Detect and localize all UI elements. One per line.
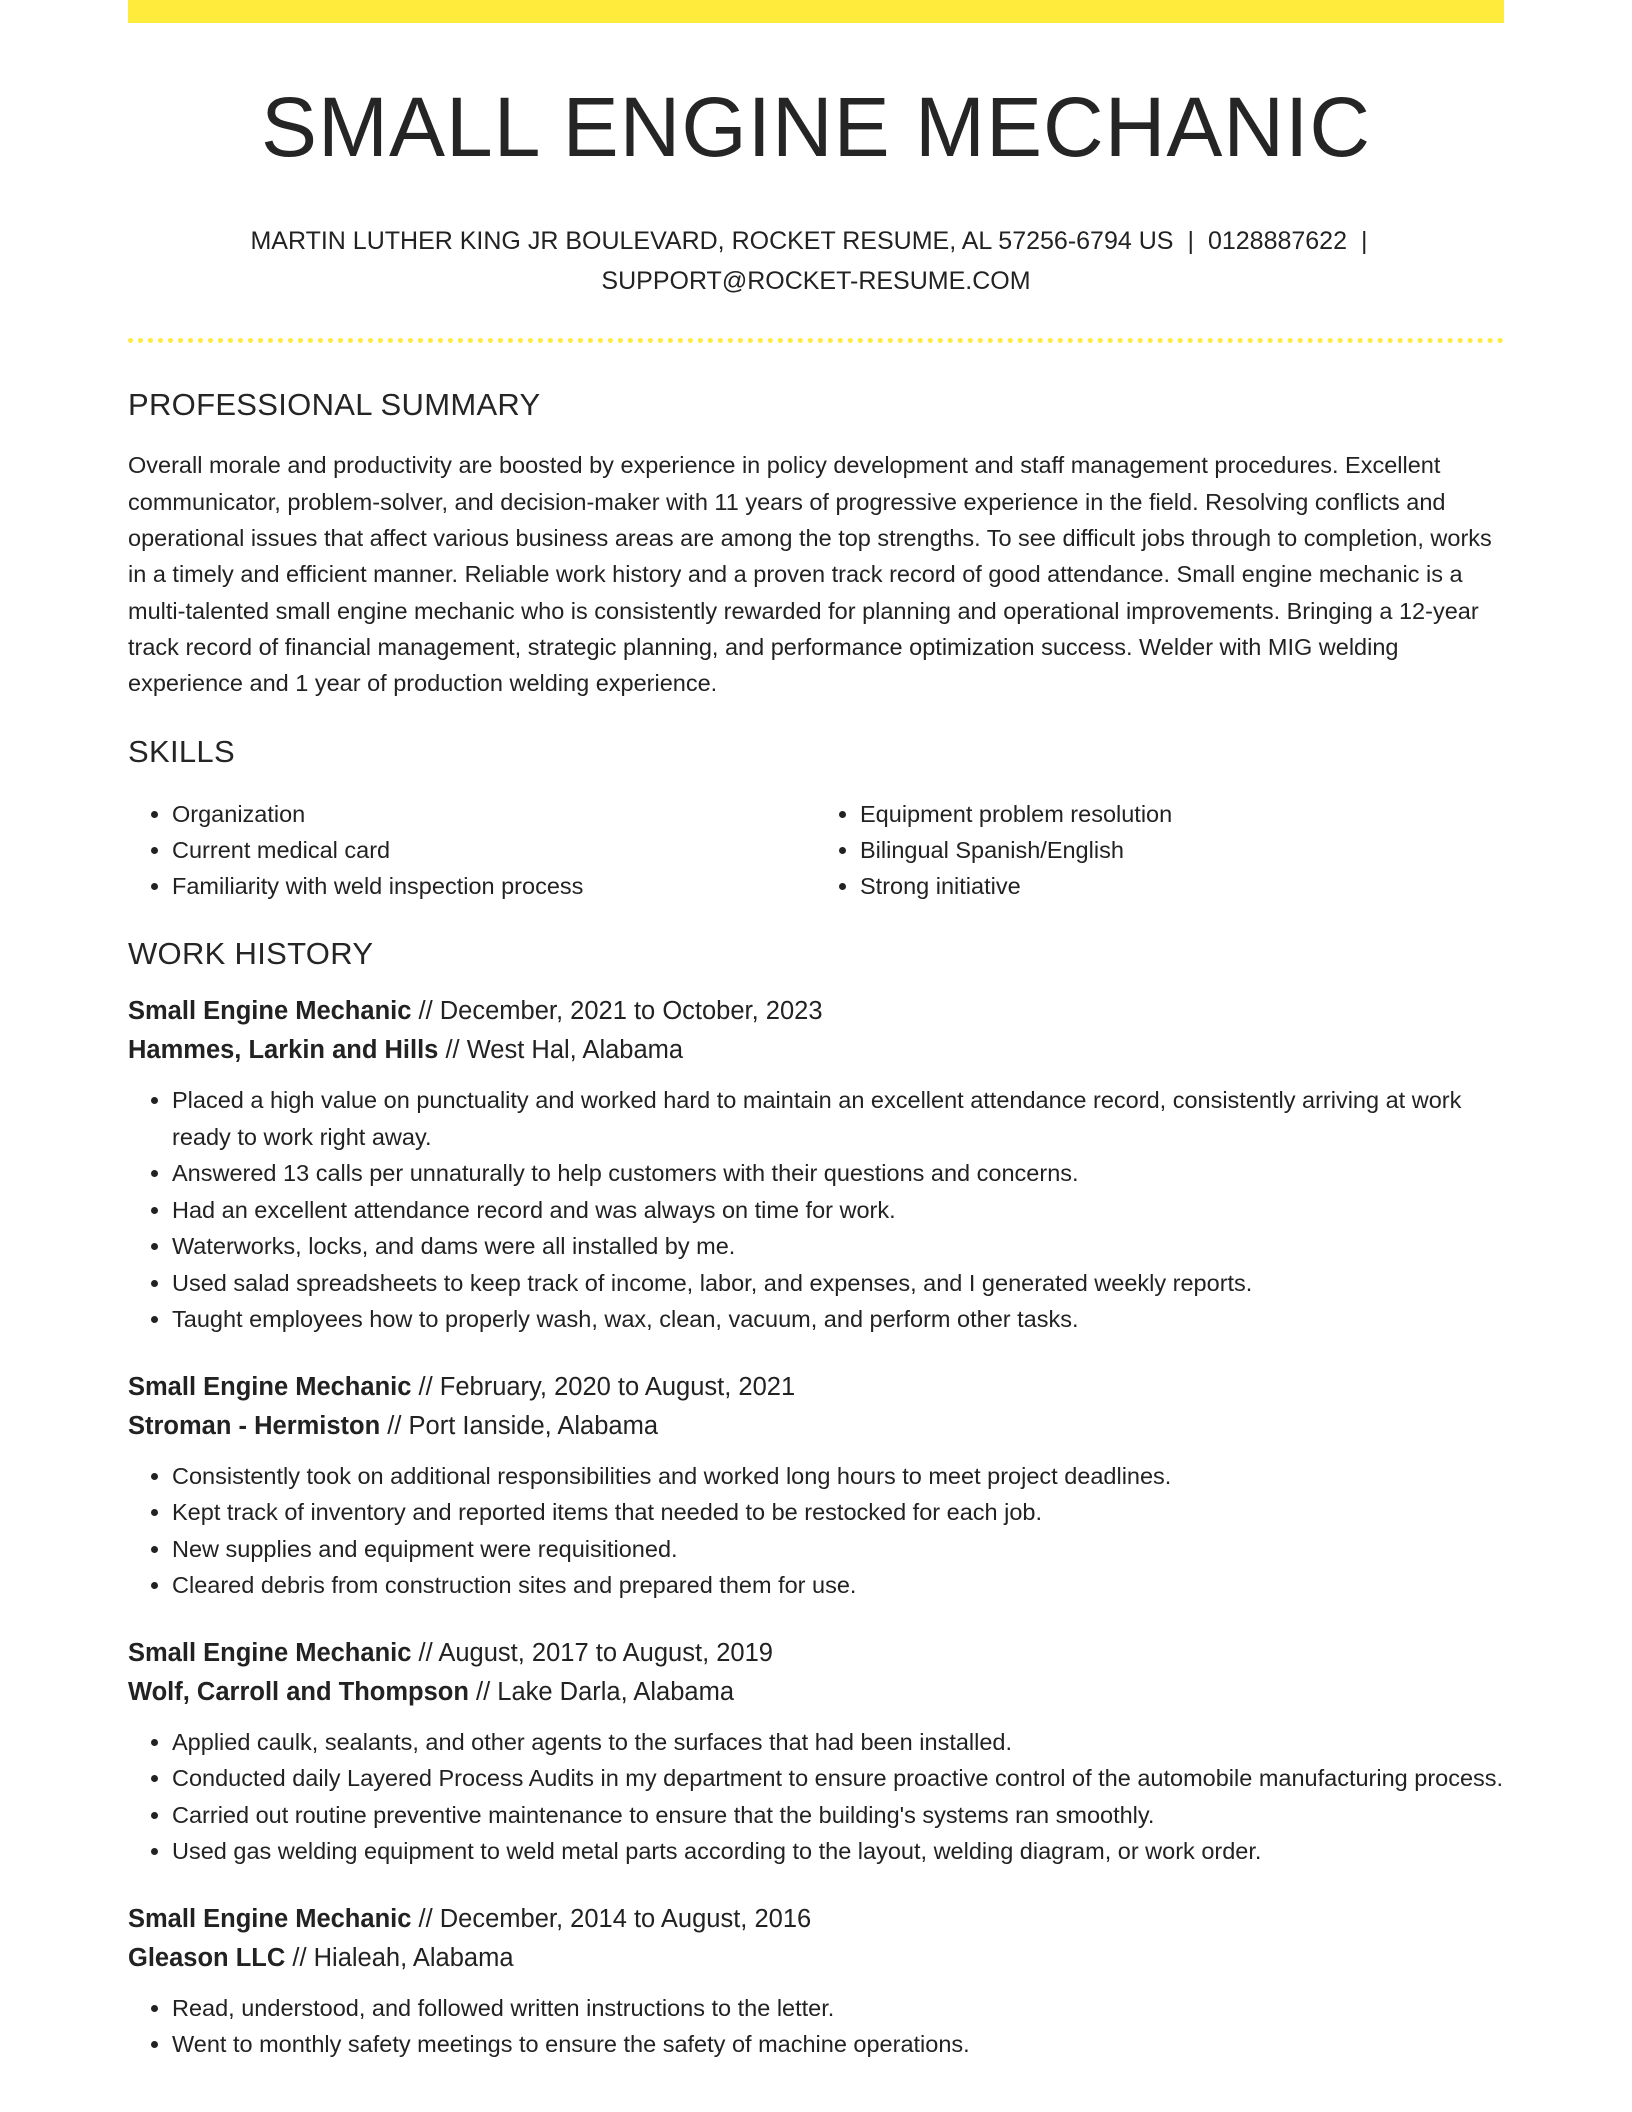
dotted-divider <box>128 338 1504 343</box>
job-bullets <box>128 1990 1504 2063</box>
job-bullet: • Consistently took on additional responsibilities and worked long hours to meet project deadlines. <box>172 1458 1504 1495</box>
resume-page <box>128 0 1504 2063</box>
job-role: Small Engine Mechanic <box>128 1638 412 1667</box>
accent-top-bar <box>128 0 1504 23</box>
job-company-line: Gleason LLC // Hialeah, Alabama <box>128 1943 514 1972</box>
job-entry <box>128 992 1504 1338</box>
job-dates: February, 2020 to August, 2021 <box>439 1372 796 1401</box>
skill-item: • Strong initiative <box>860 868 1504 904</box>
job-bullet: • Carried out routine preventive maintenance to ensure that the building's systems ran smoothly. <box>172 1797 1504 1834</box>
job-bullets <box>128 1082 1504 1338</box>
job-role: Small Engine Mechanic <box>128 1904 412 1933</box>
job-bullet: • Kept track of inventory and reported items that needed to be restocked for each job. <box>172 1494 1504 1531</box>
job-location: Port Ianside, Alabama <box>408 1411 659 1440</box>
job-bullet: • Answered 13 calls per unnaturally to help customers with their questions and concerns. <box>172 1155 1504 1192</box>
skills-list <box>128 796 1504 904</box>
job-entry <box>128 1900 1504 2063</box>
skills-heading: SKILLS <box>128 734 235 770</box>
skills-column-left <box>128 796 816 904</box>
job-entry <box>128 1368 1504 1604</box>
contact-separator: | <box>1361 227 1368 256</box>
job-bullet: • Used gas welding equipment to weld metal parts according to the layout, welding diagram, or work order. <box>172 1833 1504 1870</box>
summary-text: Overall morale and productivity are boosted by experience in policy development and staff management procedures. Excellent communicator, problem-solver, and decision-maker with 11 years of progressive experience in the field. Resolving conflicts and operational issues that affect various business areas are among the top strengths. To see difficult jobs through to completion, works in a timely and efficient manner. Reliable work history and a proven track record of good attendance. Small engine mechanic is a multi-talented small engine mechanic who is consistently rewarded for planning and operational improvements. Bringing a 12-year track record of financial management, strategic planning, and performance optimization success. Welder with MIG welding experience and 1 year of production welding experience. <box>128 452 1492 697</box>
job-bullet: • Taught employees how to properly wash, wax, clean, vacuum, and perform other tasks. <box>172 1301 1504 1338</box>
job-bullet: • Cleared debris from construction sites and prepared them for use. <box>172 1567 1504 1604</box>
job-company-line: Hammes, Larkin and Hills // West Hal, Alabama <box>128 1036 684 1065</box>
job-bullets <box>128 1458 1504 1604</box>
skill-item: • Organization <box>172 796 816 832</box>
job-bullet: • Placed a high value on punctuality and worked hard to maintain an excellent attendance record, consistently arriving at work ready to work right away. <box>172 1082 1504 1155</box>
job-company-line: Stroman - Hermiston // Port Ianside, Alabama <box>128 1411 659 1440</box>
contact-address: MARTIN LUTHER KING JR BOULEVARD, ROCKET RESUME, AL 57256-6794 US <box>250 227 1174 256</box>
job-dates: December, 2014 to August, 2016 <box>439 1904 812 1933</box>
skill-item: • Equipment problem resolution <box>860 796 1504 832</box>
job-location: West Hal, Alabama <box>466 1036 684 1065</box>
job-bullet: • Applied caulk, sealants, and other agents to the surfaces that had been installed. <box>172 1724 1504 1761</box>
summary-heading: PROFESSIONAL SUMMARY <box>128 387 541 423</box>
job-bullet: • Conducted daily Layered Process Audits in my department to ensure proactive control of the automobile manufacturing process. <box>172 1760 1504 1797</box>
contact-info <box>128 221 1504 301</box>
skills-column-right <box>816 796 1504 904</box>
job-company: Wolf, Carroll and Thompson <box>128 1677 469 1706</box>
job-bullet: • Went to monthly safety meetings to ensure the safety of machine operations. <box>172 2026 1504 2063</box>
contact-email: SUPPORT@ROCKET-RESUME.COM <box>601 267 1031 296</box>
resume-title: SMALL ENGINE MECHANIC <box>260 80 1372 174</box>
job-company: Gleason LLC <box>128 1943 286 1972</box>
job-role: Small Engine Mechanic <box>128 997 412 1026</box>
job-role: Small Engine Mechanic <box>128 1372 412 1401</box>
skill-item: • Familiarity with weld inspection process <box>172 868 816 904</box>
job-role-line: Small Engine Mechanic // December, 2014 to August, 2016 <box>128 1904 812 1933</box>
work-history-heading: WORK HISTORY <box>128 936 374 972</box>
job-entry <box>128 1634 1504 1870</box>
skill-item: • Current medical card <box>172 832 816 868</box>
job-bullet: • Waterworks, locks, and dams were all installed by me. <box>172 1228 1504 1265</box>
job-bullet: • Had an excellent attendance record and was always on time for work. <box>172 1192 1504 1229</box>
job-dates: August, 2017 to August, 2019 <box>438 1638 773 1667</box>
job-company: Hammes, Larkin and Hills <box>128 1036 439 1065</box>
job-bullet: • Used salad spreadsheets to keep track of income, labor, and expenses, and I generated weekly reports. <box>172 1265 1504 1302</box>
job-bullet: • New supplies and equipment were requisitioned. <box>172 1531 1504 1568</box>
skill-item: • Bilingual Spanish/English <box>860 832 1504 868</box>
job-company: Stroman - Hermiston <box>128 1411 381 1440</box>
job-role-line: Small Engine Mechanic // December, 2021 to October, 2023 <box>128 997 823 1026</box>
job-bullets <box>128 1724 1504 1870</box>
contact-separator: | <box>1187 227 1194 256</box>
job-company-line: Wolf, Carroll and Thompson // Lake Darla, Alabama <box>128 1677 735 1706</box>
job-role-line: Small Engine Mechanic // February, 2020 to August, 2021 <box>128 1372 796 1401</box>
contact-phone: 0128887622 <box>1207 227 1347 256</box>
job-location: Hialeah, Alabama <box>313 1943 514 1972</box>
job-bullet: • Read, understood, and followed written instructions to the letter. <box>172 1990 1504 2027</box>
job-location: Lake Darla, Alabama <box>497 1677 735 1706</box>
job-dates: December, 2021 to October, 2023 <box>439 997 823 1026</box>
job-role-line: Small Engine Mechanic // August, 2017 to August, 2019 <box>128 1638 773 1667</box>
